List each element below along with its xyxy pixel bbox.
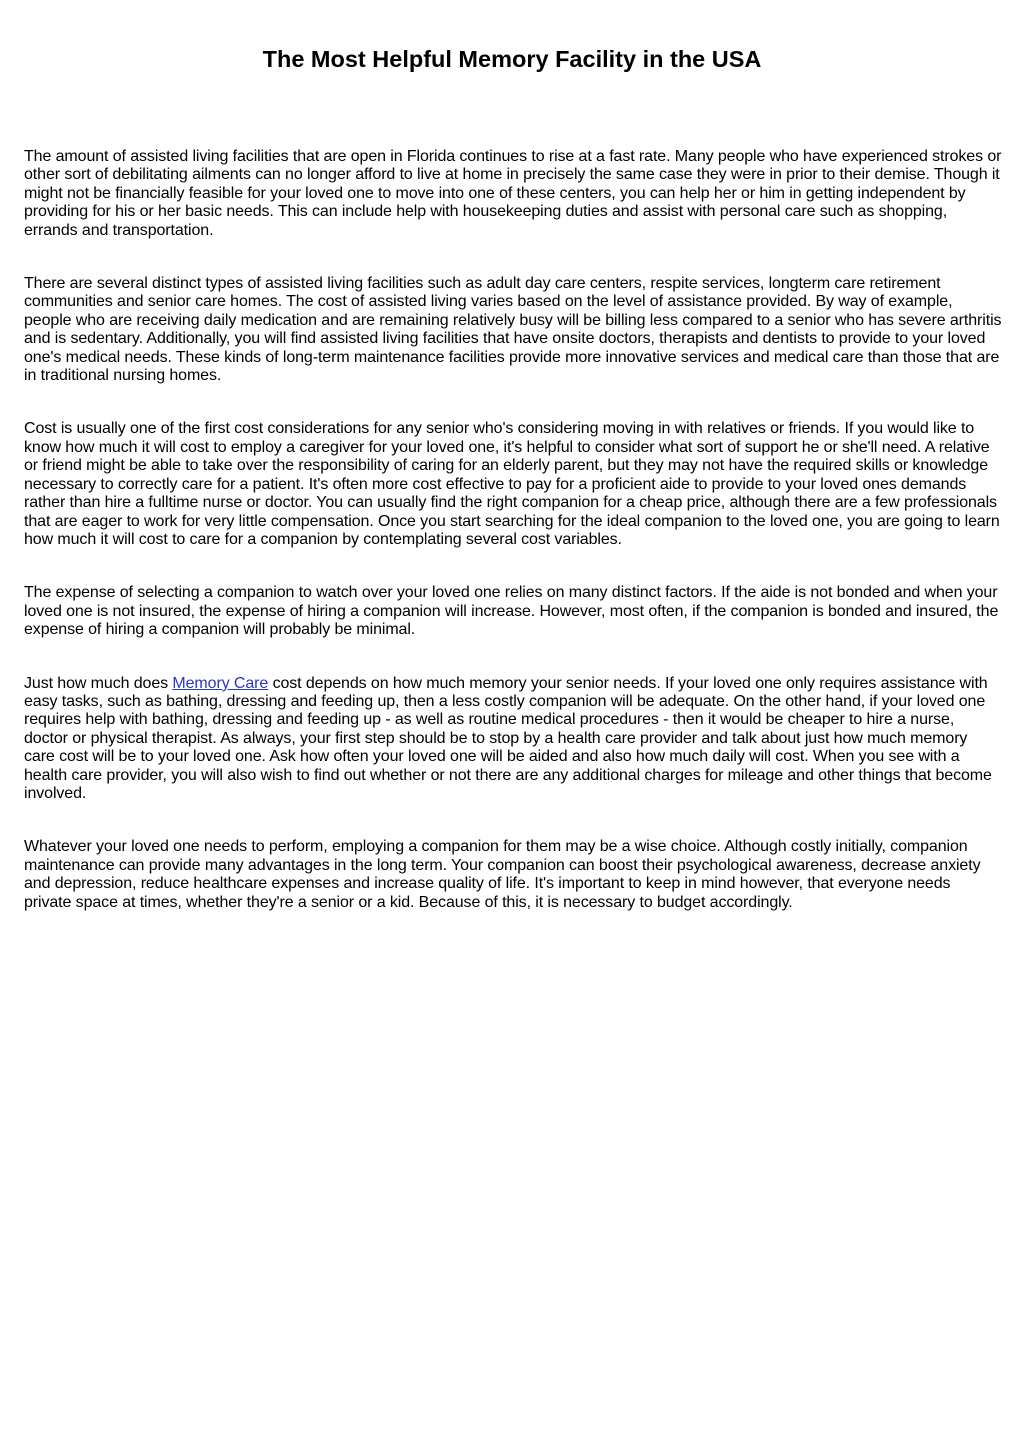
- paragraph-1: The amount of assisted living facilities that are open in Florida continues to rise at a fast rate. Many people who have experienced strokes or other sort of debilitating ailments can no longer afford to live at home in precisely the same case they were in prior to their demise. Though it might not be financially feasible for your loved one to move into one of these centers, you can help her or him in getting independent by providing for his or her basic needs. This can include help with housekeeping duties and assist with personal care such as shopping, errands and transportation.: [24, 148, 1002, 239]
- memory-care-link[interactable]: Memory Care: [172, 674, 269, 692]
- paragraph-2: There are several distinct types of assisted living facilities such as adult day care centers, respite services, longterm care retirement communities and senior care homes. The cost of assisted living varies based on the level of assistance provided. By way of example, people who are receiving daily medication and are remaining relatively busy will be billing less compared to a senior who has severe arthritis and is sedentary. Additionally, you will find assisted living facilities that have onsite doctors, therapists and dentists to provide to your loved one's medical needs. These kinds of long-term maintenance facilities provide more innovative services and medical care than those that are in traditional nursing homes.: [24, 275, 1002, 385]
- paragraph-3: Cost is usually one of the first cost considerations for any senior who's considering moving in with relatives or friends. If you would like to know how much it will cost to employ a caregiver for your loved one, it's helpful to consider what sort of support he or she'll need. A relative or friend might be able to take over the responsibility of caring for an elderly parent, but they may not have the required skills or knowledge necessary to correctly care for a patient. It's often more cost effective to pay for a proficient aide to provide to your loved ones demands rather than hire a fulltime nurse or doctor. You can usually find the right companion for a cheap price, although there are a few professionals that are eager to work for very little compensation. Once you start searching for the ideal companion to the loved one, you are going to learn how much it will cost to care for a companion by contemplating several cost variables.: [24, 420, 1000, 548]
- paragraph-5-text-before-link: Just how much does: [24, 674, 173, 692]
- paragraph-6: Whatever your loved one needs to perform, employing a companion for them may be a wise choice. Although costly initially, companion maintenance can provide many advantages in the long term. Your companion can boost their psychological awareness, decrease anxiety and depression, reduce healthcare expenses and increase quality of life. It's important to keep in mind however, that everyone needs private space at times, whether they're a senior or a kid. Because of this, it is necessary to budget accordingly.: [24, 838, 981, 911]
- paragraph-5-text-after-link: cost depends on how much memory your senior needs. If your loved one only requires assistance with easy tasks, such as bathing, dressing and feeding up, then a less costly companion will be adequate. On the other hand, if your loved one requires help with bathing, dressing and feeding up - as well as routine medical procedures - then it would be cheaper to hire a nurse, doctor or physical therapist. As always, your first step should be to stop by a health care provider and talk about just how much memory care cost will be to your loved one. Ask how often your loved one will be aided and also how much daily will cost. When you see with a health care provider, you will also wish to find out whether or not there are any additional charges for mileage and other things that become involved.: [24, 674, 992, 802]
- paragraph-4: The expense of selecting a companion to watch over your loved one relies on many distinct factors. If the aide is not bonded and when your loved one is not insured, the expense of hiring a companion will increase. However, most often, if the companion is bonded and insured, the expense of hiring a companion will probably be minimal.: [24, 584, 999, 639]
- page-title: The Most Helpful Memory Facility in the USA: [262, 46, 762, 72]
- paragraph-5: [24, 675, 1002, 804]
- article-body: [24, 148, 1002, 947]
